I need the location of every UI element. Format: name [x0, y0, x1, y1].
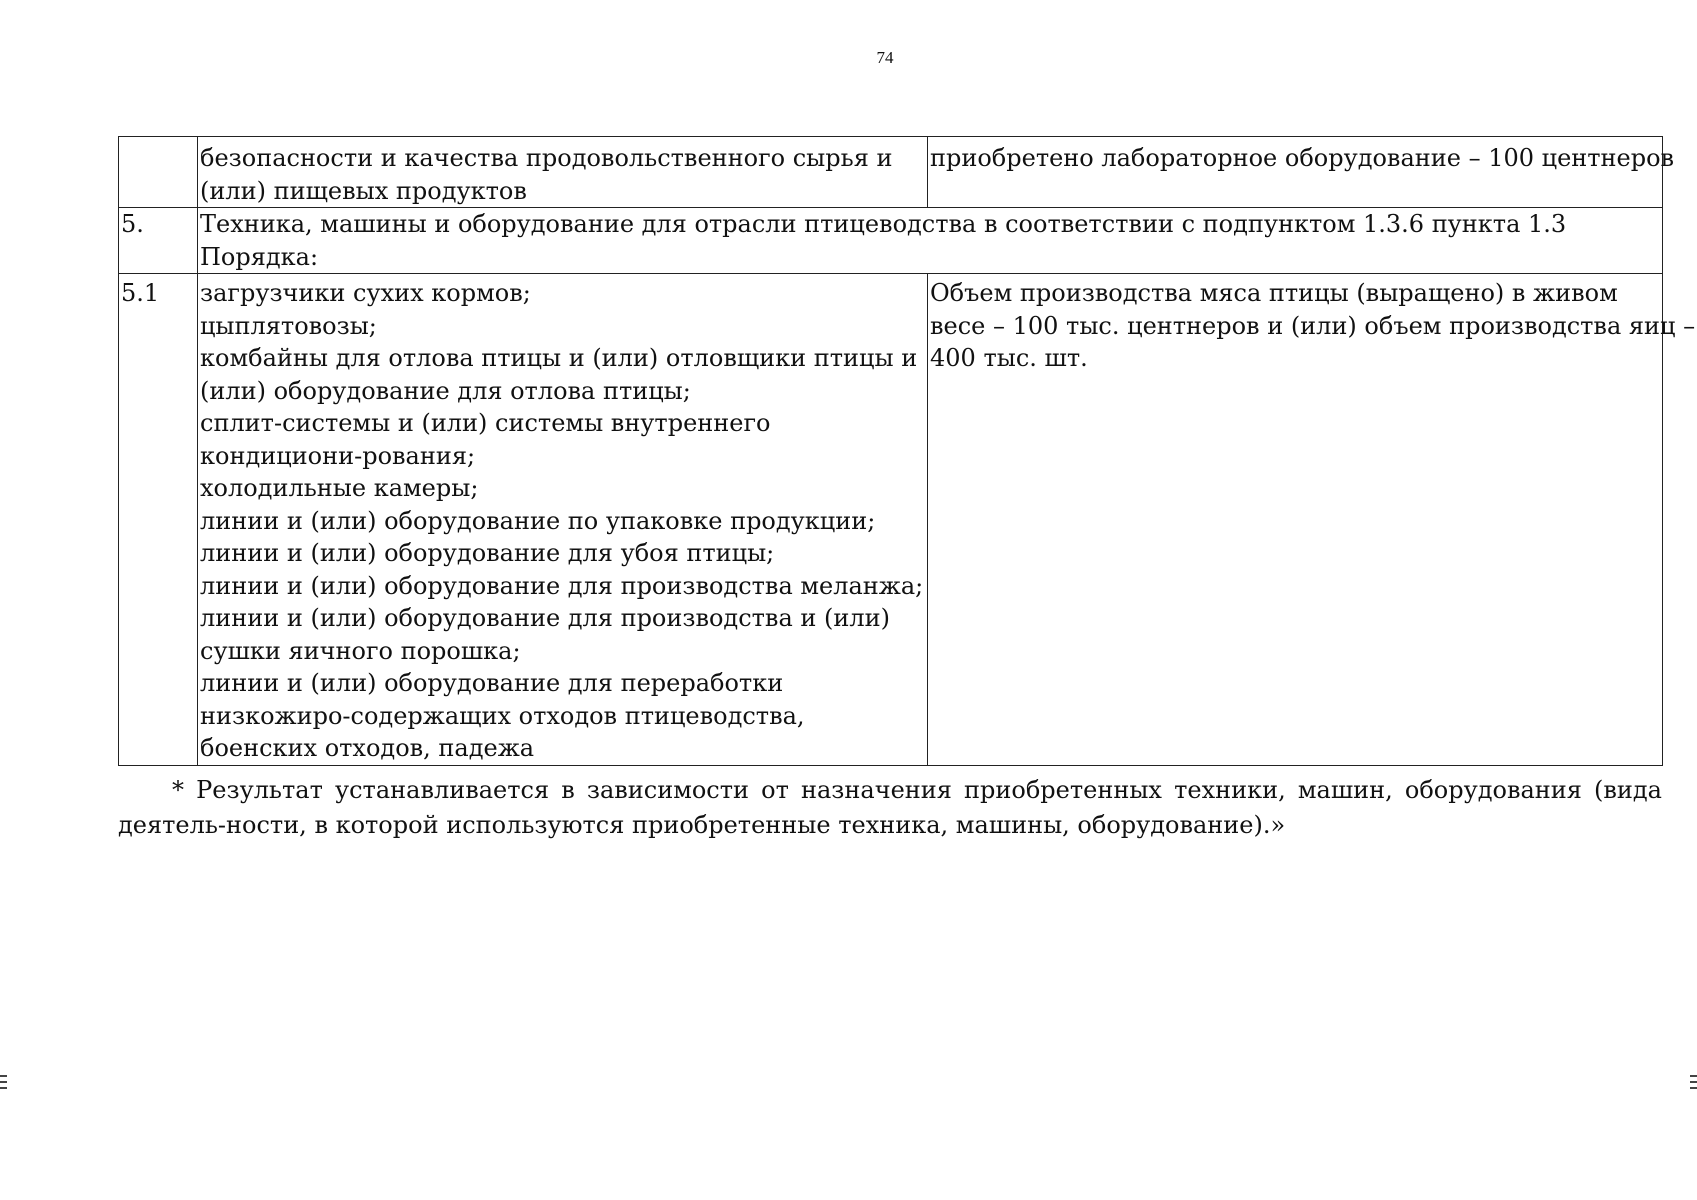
result-text: приобретено лабораторное оборудование – 100 центнеров: [930, 144, 1675, 172]
list-item: цыплятовозы;: [200, 311, 377, 340]
scan-margin-mark: [0, 1087, 7, 1089]
item-cell: [198, 137, 928, 208]
row-number: 5.1: [119, 274, 198, 766]
list-item: комбайны для отлова птицы и (или) отловщики птицы и (или) оборудование для отлова птицы;: [200, 344, 918, 405]
page-number: 74: [876, 48, 894, 67]
item-text-line: безопасности и качества продовольственного сырья и: [200, 144, 893, 172]
scan-margin-mark: [1690, 1075, 1697, 1077]
table-row: [119, 274, 1663, 766]
scan-margin-mark: [0, 1081, 7, 1083]
scan-margin-mark: [1690, 1081, 1697, 1083]
result-text-line: Объем производства мяса птицы (выращено) в живом: [930, 279, 1618, 307]
support-results-table: [118, 136, 1696, 766]
list-item: линии и (или) оборудование для переработки низкожиро-содержащих отходов птицеводства, боенских отходов, падежа: [200, 669, 805, 762]
equipment-list: [198, 274, 928, 766]
result-cell: [928, 274, 1696, 766]
section-row: [119, 208, 1663, 274]
scan-margin-mark: [0, 1075, 7, 1077]
result-cell: [928, 137, 1675, 208]
list-item: линии и (или) оборудование по упаковке продукции;: [200, 506, 876, 535]
item-text-line: (или) пищевых продуктов: [200, 176, 527, 205]
table-row: [119, 137, 1663, 208]
footnote: * Результат устанавливается в зависимости от назначения приобретенных техники, машин, оборудования (вида деятель-ности, в которой используются приобретенные техника, машины, оборудование).»: [118, 776, 1662, 839]
scan-margin-mark: [1690, 1087, 1697, 1089]
list-item: холодильные камеры;: [200, 474, 479, 502]
list-item: линии и (или) оборудование для производства меланжа;: [200, 571, 924, 600]
section-number: 5.: [119, 208, 198, 274]
result-text-line: весе – 100 тыс. центнеров и (или) объем производства яиц –: [930, 311, 1696, 340]
list-item: линии и (или) оборудование для производства и (или) сушки яичного порошка;: [200, 604, 890, 665]
list-item: сплит-системы и (или) системы внутреннего кондициони-рования;: [200, 409, 771, 470]
list-item: линии и (или) оборудование для убоя птицы;: [200, 539, 775, 567]
row-number-cell: [119, 137, 198, 208]
result-text-line: 400 тыс. шт.: [930, 344, 1088, 372]
list-item: загрузчики сухих кормов;: [200, 279, 531, 307]
section-title: Техника, машины и оборудование для отрасли птицеводства в соответствии с подпунктом 1.3.6 пункта 1.3 Порядка:: [198, 208, 1663, 274]
